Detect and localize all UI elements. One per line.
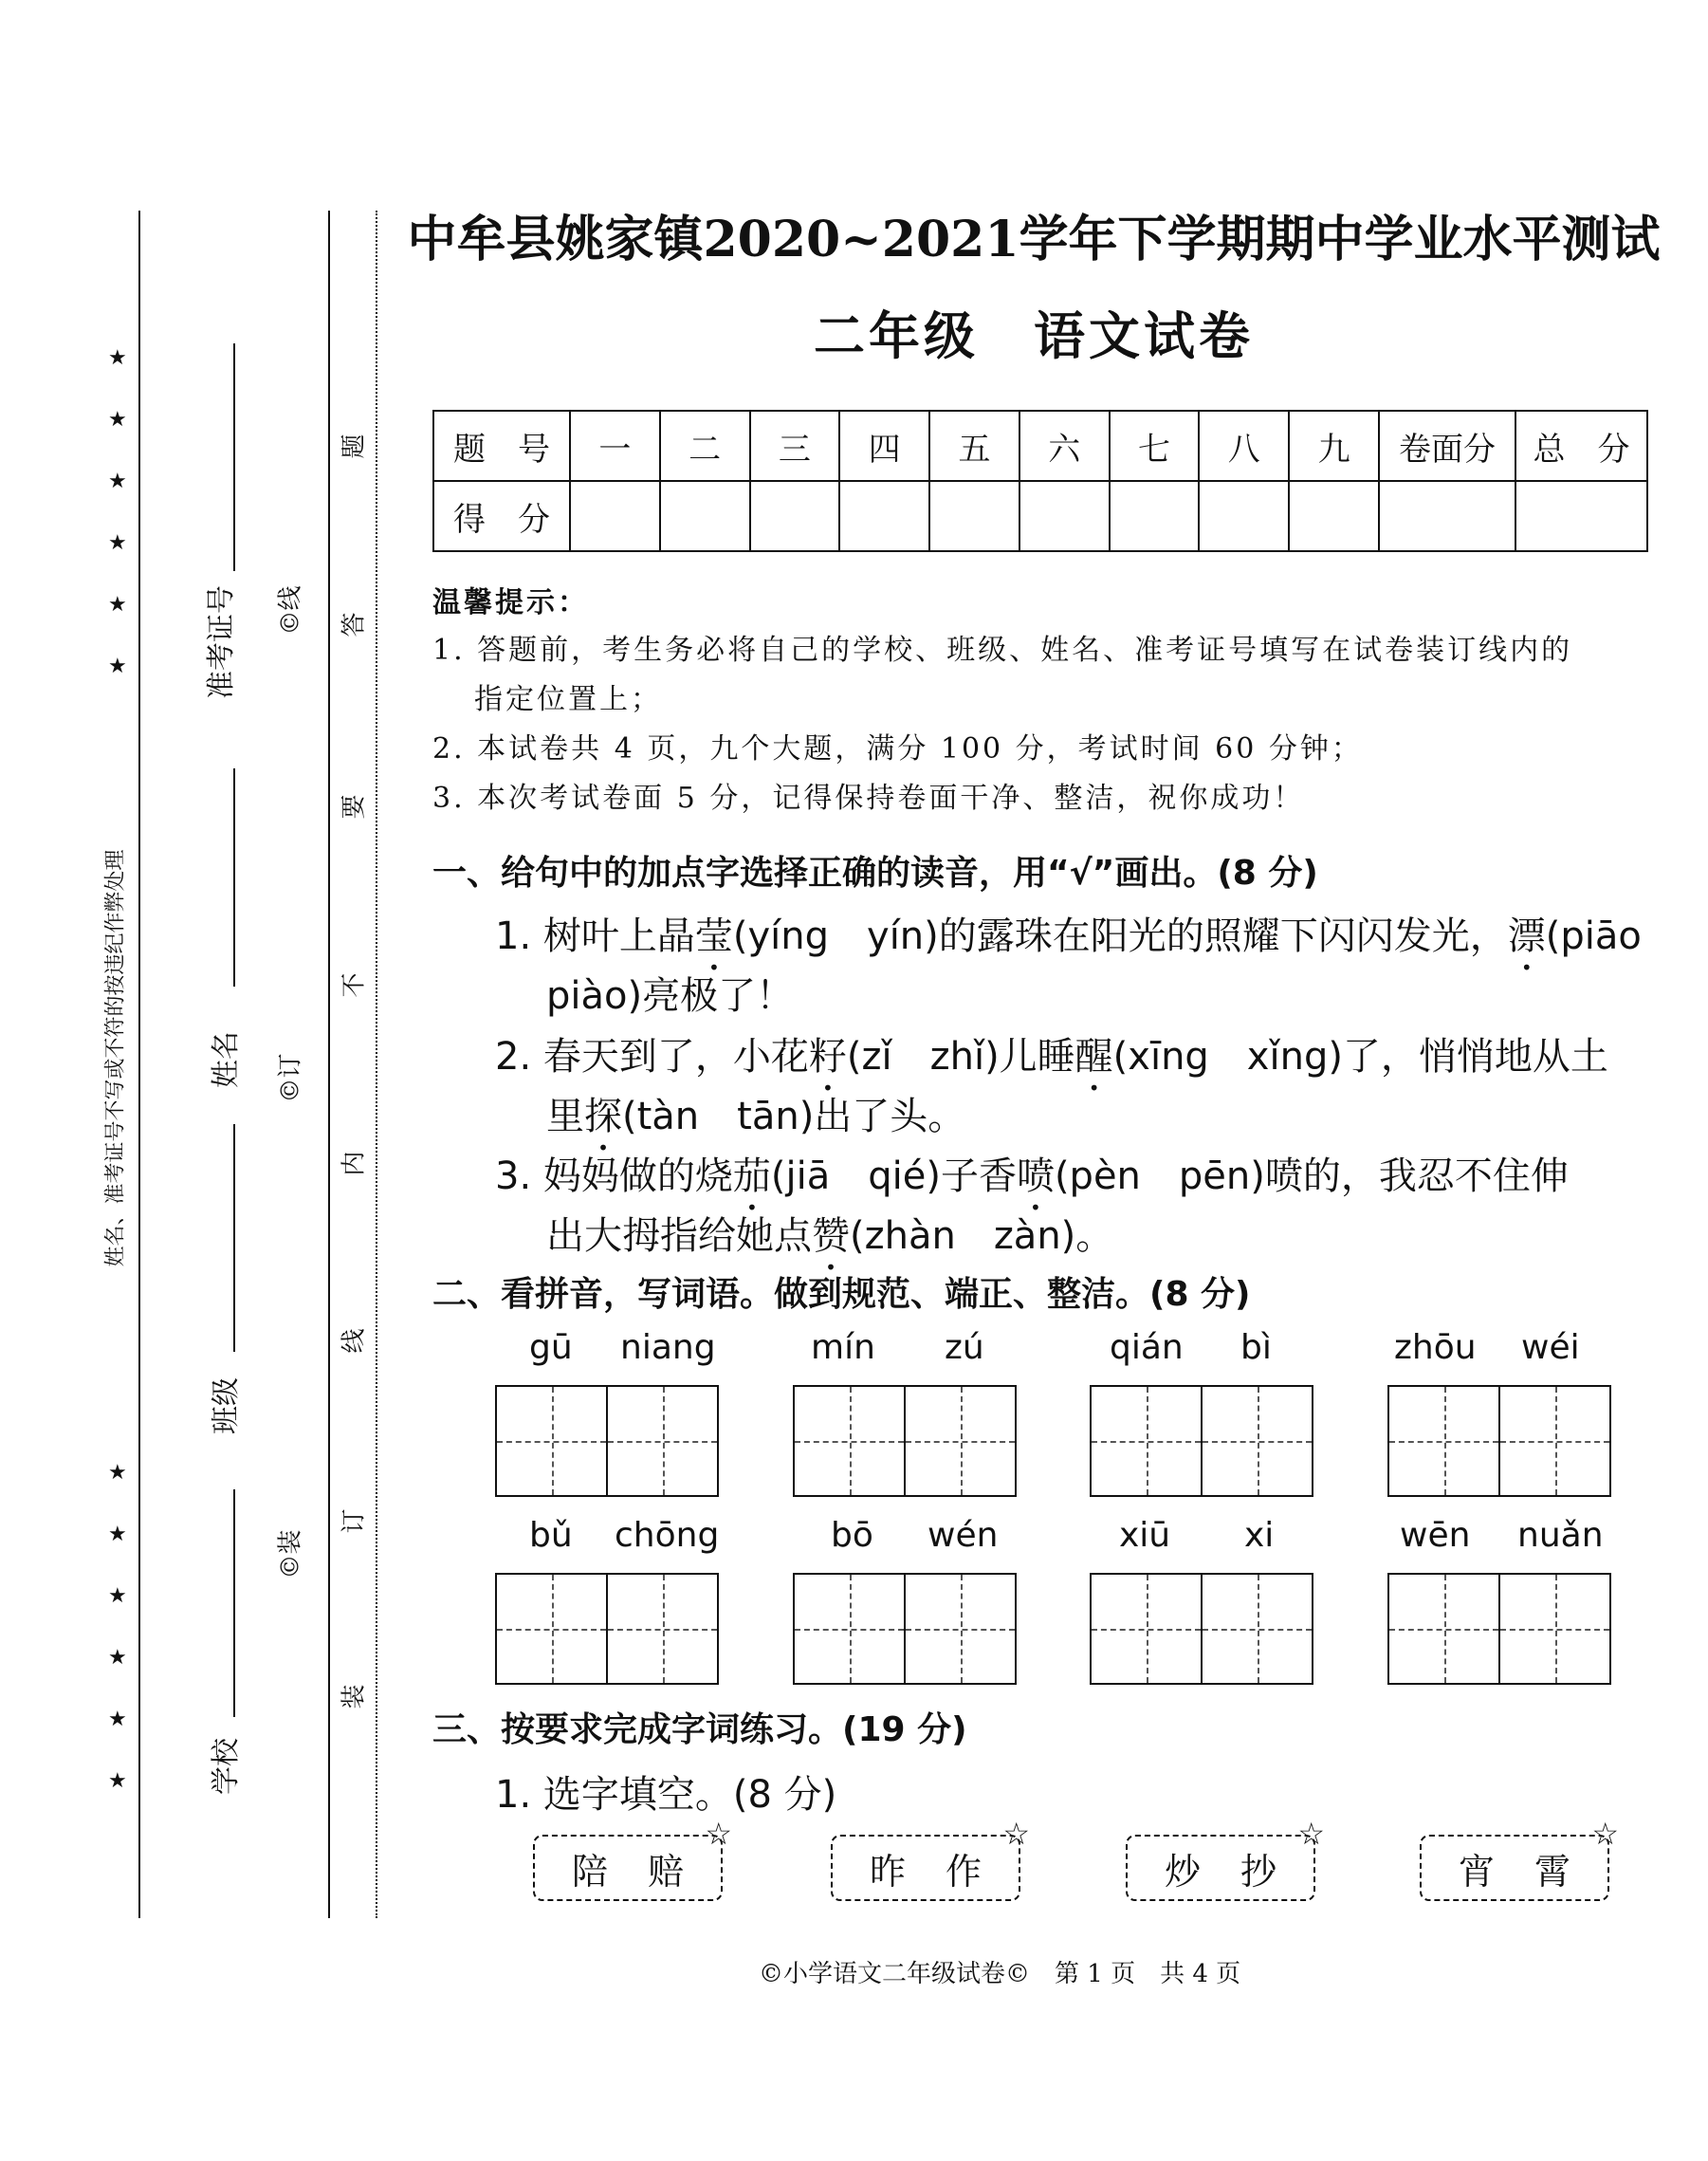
writing-grid[interactable]	[1090, 1573, 1313, 1685]
star-icon: ★	[108, 1584, 127, 1608]
writing-cell[interactable]	[795, 1575, 906, 1683]
text: (zǐ zhǐ)儿睡	[846, 1035, 1075, 1079]
score-header-cell: 总 分	[1515, 411, 1647, 481]
pinyin-label: wén	[927, 1516, 999, 1555]
inner-note-char: 不	[340, 972, 369, 998]
text: 2. 春天到了，小花	[495, 1035, 809, 1079]
choice-char: 陪	[571, 1850, 608, 1893]
score-cell[interactable]	[929, 481, 1019, 551]
dotted-char: 莹	[694, 914, 733, 958]
star-icon: ★	[108, 346, 127, 370]
tip-item: 指定位置上；	[474, 683, 662, 716]
score-cell[interactable]	[1515, 481, 1647, 551]
score-table-header-row	[433, 411, 1647, 481]
dotted-char: 探	[584, 1095, 622, 1138]
mark-line: ©线	[276, 585, 305, 636]
field-label-name: 姓名	[210, 1031, 243, 1088]
field-line-school[interactable]	[233, 1489, 235, 1717]
section3-heading: 三、按要求完成字词练习。(19 分)	[432, 1710, 967, 1749]
writing-cell[interactable]	[795, 1387, 906, 1495]
score-header-cell: 七	[1110, 411, 1200, 481]
writing-cell[interactable]	[1500, 1575, 1609, 1683]
tips-heading: 温馨提示：	[432, 586, 589, 619]
section1-q2-line2	[546, 1086, 965, 1140]
score-header-cell: 六	[1019, 411, 1110, 481]
pinyin-label: bì	[1240, 1328, 1272, 1367]
writing-grid[interactable]	[1090, 1385, 1313, 1497]
score-header-cell: 八	[1199, 411, 1289, 481]
pinyin-label: zú	[945, 1328, 984, 1367]
field-line-class[interactable]	[233, 1124, 235, 1352]
text: (yíng yín)的露珠在阳光的照耀下闪闪发光，	[732, 914, 1508, 958]
page-title: 中牟县姚家镇2020~2021学年下学期期中学业水平测试	[407, 211, 1661, 268]
score-cell[interactable]	[1019, 481, 1110, 551]
inner-note-char: 线	[340, 1328, 369, 1354]
inner-note-char: 装	[340, 1684, 369, 1709]
score-cell[interactable]	[1110, 481, 1200, 551]
text: (xīng xǐng)了，悄悄地从土	[1112, 1035, 1608, 1079]
section1-q1-line2: piào)亮极了！	[546, 974, 795, 1018]
score-cell[interactable]	[750, 481, 840, 551]
writing-grid[interactable]	[1387, 1385, 1611, 1497]
writing-grid[interactable]	[793, 1573, 1017, 1685]
text: (piāo	[1545, 914, 1642, 958]
score-cell[interactable]	[1379, 481, 1515, 551]
pinyin-label: nuǎn	[1517, 1516, 1604, 1555]
pinyin-label: gū	[529, 1328, 573, 1367]
char-choice-box	[1420, 1816, 1619, 1901]
dotted-char: 醒	[1074, 1035, 1113, 1079]
dotted-char: 籽	[808, 1035, 847, 1079]
mark-bind: ©装	[276, 1529, 305, 1579]
tip-item: 3. 本次考试卷面 5 分，记得保持卷面干净、整洁，祝你成功！	[432, 782, 1305, 815]
field-line-name[interactable]	[233, 768, 235, 987]
pinyin-label: xi	[1244, 1516, 1275, 1555]
star-icon: ★	[108, 1461, 127, 1485]
star-icon: ☆	[1297, 1816, 1325, 1852]
choice-char: 宵	[1458, 1850, 1495, 1893]
section1-q2-line1	[495, 1026, 1608, 1080]
pinyin-label: xiū	[1119, 1516, 1171, 1555]
star-icon: ★	[108, 1769, 127, 1793]
writing-cell[interactable]	[1203, 1575, 1312, 1683]
field-line-exam-id[interactable]	[233, 343, 235, 571]
section2-heading: 二、看拼音，写词语。做到规范、端正、整洁。(8 分)	[432, 1275, 1251, 1314]
star-icon: ★	[108, 1523, 127, 1546]
score-row-label: 得 分	[433, 481, 570, 551]
binding-line-inner	[328, 211, 330, 1918]
choice-char: 昨	[869, 1850, 906, 1893]
field-label-exam-id: 准考证号	[205, 585, 238, 699]
score-header-cell: 卷面分	[1379, 411, 1515, 481]
writing-cell[interactable]	[906, 1387, 1015, 1495]
choice-char: 抄	[1240, 1850, 1277, 1893]
score-cell[interactable]	[570, 481, 660, 551]
dotted-char: 漂	[1507, 914, 1546, 958]
tip-item: 1. 答题前，考生务必将自己的学校、班级、姓名、准考证号填写在试卷装订线内的	[432, 634, 1573, 667]
page-subtitle: 二年级 语文试卷	[814, 305, 1254, 366]
field-label-school: 学校	[210, 1738, 243, 1795]
score-header-cell: 题 号	[433, 411, 570, 481]
writing-cell[interactable]	[608, 1387, 717, 1495]
star-icon: ★	[108, 593, 127, 617]
pinyin-label: bō	[831, 1516, 873, 1555]
star-icon: ☆	[1591, 1816, 1619, 1852]
binding-notice: 姓名、准考证号不写或不符的按违纪作弊处理	[103, 849, 128, 1267]
writing-cell[interactable]	[1500, 1387, 1609, 1495]
score-header-cell: 二	[660, 411, 750, 481]
inner-note-char: 答	[340, 612, 369, 637]
writing-cell[interactable]	[1389, 1387, 1500, 1495]
writing-cell[interactable]	[608, 1575, 717, 1683]
score-header-cell: 三	[750, 411, 840, 481]
writing-cell[interactable]	[1092, 1575, 1203, 1683]
writing-cell[interactable]	[1203, 1387, 1312, 1495]
star-icon: ★	[108, 655, 127, 678]
score-table	[432, 410, 1648, 552]
text: (pèn pēn)喷的，我忍不住伸	[1054, 1154, 1569, 1198]
score-cell[interactable]	[660, 481, 750, 551]
text: (tàn tān)出了头。	[622, 1095, 966, 1138]
choice-char: 作	[946, 1850, 983, 1893]
pinyin-label: zhōu	[1394, 1328, 1477, 1367]
star-icon: ☆	[1002, 1816, 1030, 1852]
inner-note-char: 要	[340, 794, 369, 820]
binding-dotted-line	[376, 211, 377, 1918]
choice-char: 赔	[648, 1850, 685, 1893]
mark-staple: ©订	[276, 1053, 305, 1103]
star-icon: ☆	[705, 1816, 732, 1852]
page-footer: ©小学语文二年级试卷© 第 1 页 共 4 页	[759, 1960, 1241, 1988]
char-choice-box	[1126, 1816, 1325, 1901]
writing-grid[interactable]	[495, 1385, 719, 1497]
dotted-char: 赞	[812, 1214, 850, 1258]
writing-cell[interactable]	[906, 1575, 1015, 1683]
score-cell[interactable]	[1199, 481, 1289, 551]
star-icon: ★	[108, 408, 127, 432]
text: 3. 妈妈做的烧	[495, 1154, 733, 1198]
star-icon: ★	[108, 470, 127, 493]
pinyin-label: niang	[620, 1328, 716, 1367]
char-choice-box	[533, 1816, 732, 1901]
text: (zhàn zàn)。	[850, 1214, 1114, 1258]
text: 里	[546, 1095, 584, 1138]
writing-cell[interactable]	[497, 1575, 608, 1683]
text: 出大拇指给她点	[546, 1214, 812, 1258]
writing-cell[interactable]	[1092, 1387, 1203, 1495]
pinyin-label: mín	[811, 1328, 875, 1367]
score-header-cell: 九	[1289, 411, 1379, 481]
score-header-cell: 五	[929, 411, 1019, 481]
inner-note-char: 题	[340, 434, 369, 459]
tip-item: 2. 本试卷共 4 页，九个大题，满分 100 分，考试时间 60 分钟；	[432, 732, 1363, 766]
pinyin-label: wēn	[1400, 1516, 1471, 1555]
pinyin-label: wéi	[1521, 1328, 1580, 1367]
score-cell[interactable]	[839, 481, 929, 551]
inner-note-char: 内	[340, 1151, 369, 1176]
text: 1. 树叶上晶	[495, 914, 695, 958]
section1-q3-line1	[495, 1146, 1569, 1200]
field-label-class: 班级	[210, 1377, 243, 1434]
section3-sub1: 1. 选字填空。(8 分)	[495, 1773, 837, 1817]
writing-cell[interactable]	[1389, 1575, 1500, 1683]
score-header-cell: 一	[570, 411, 660, 481]
score-table-score-row	[433, 481, 1647, 551]
inner-note-char: 订	[340, 1508, 369, 1534]
score-cell[interactable]	[1289, 481, 1379, 551]
binding-line-outer	[138, 211, 140, 1918]
choice-char: 霄	[1534, 1850, 1571, 1893]
char-choice-box	[831, 1816, 1030, 1901]
star-icon: ★	[108, 1708, 127, 1731]
score-header-cell: 四	[839, 411, 929, 481]
dotted-char: 茄	[732, 1154, 771, 1198]
section1-q1-line1	[495, 906, 1642, 960]
writing-grid[interactable]	[1387, 1573, 1611, 1685]
writing-cell[interactable]	[497, 1387, 608, 1495]
pinyin-label: bǔ	[529, 1516, 573, 1555]
section1-q3-line2	[546, 1206, 1113, 1260]
pinyin-label: chōng	[615, 1516, 720, 1555]
writing-grid[interactable]	[495, 1573, 719, 1685]
choice-char: 炒	[1164, 1850, 1201, 1893]
star-icon: ★	[108, 531, 127, 555]
pinyin-label: qián	[1110, 1328, 1184, 1367]
star-icon: ★	[108, 1646, 127, 1670]
text: (jiā qié)子香	[770, 1154, 1017, 1198]
writing-grid[interactable]	[793, 1385, 1017, 1497]
dotted-char: 喷	[1016, 1154, 1055, 1198]
section1-heading: 一、给句中的加点字选择正确的读音，用“√”画出。(8 分)	[432, 854, 1318, 893]
